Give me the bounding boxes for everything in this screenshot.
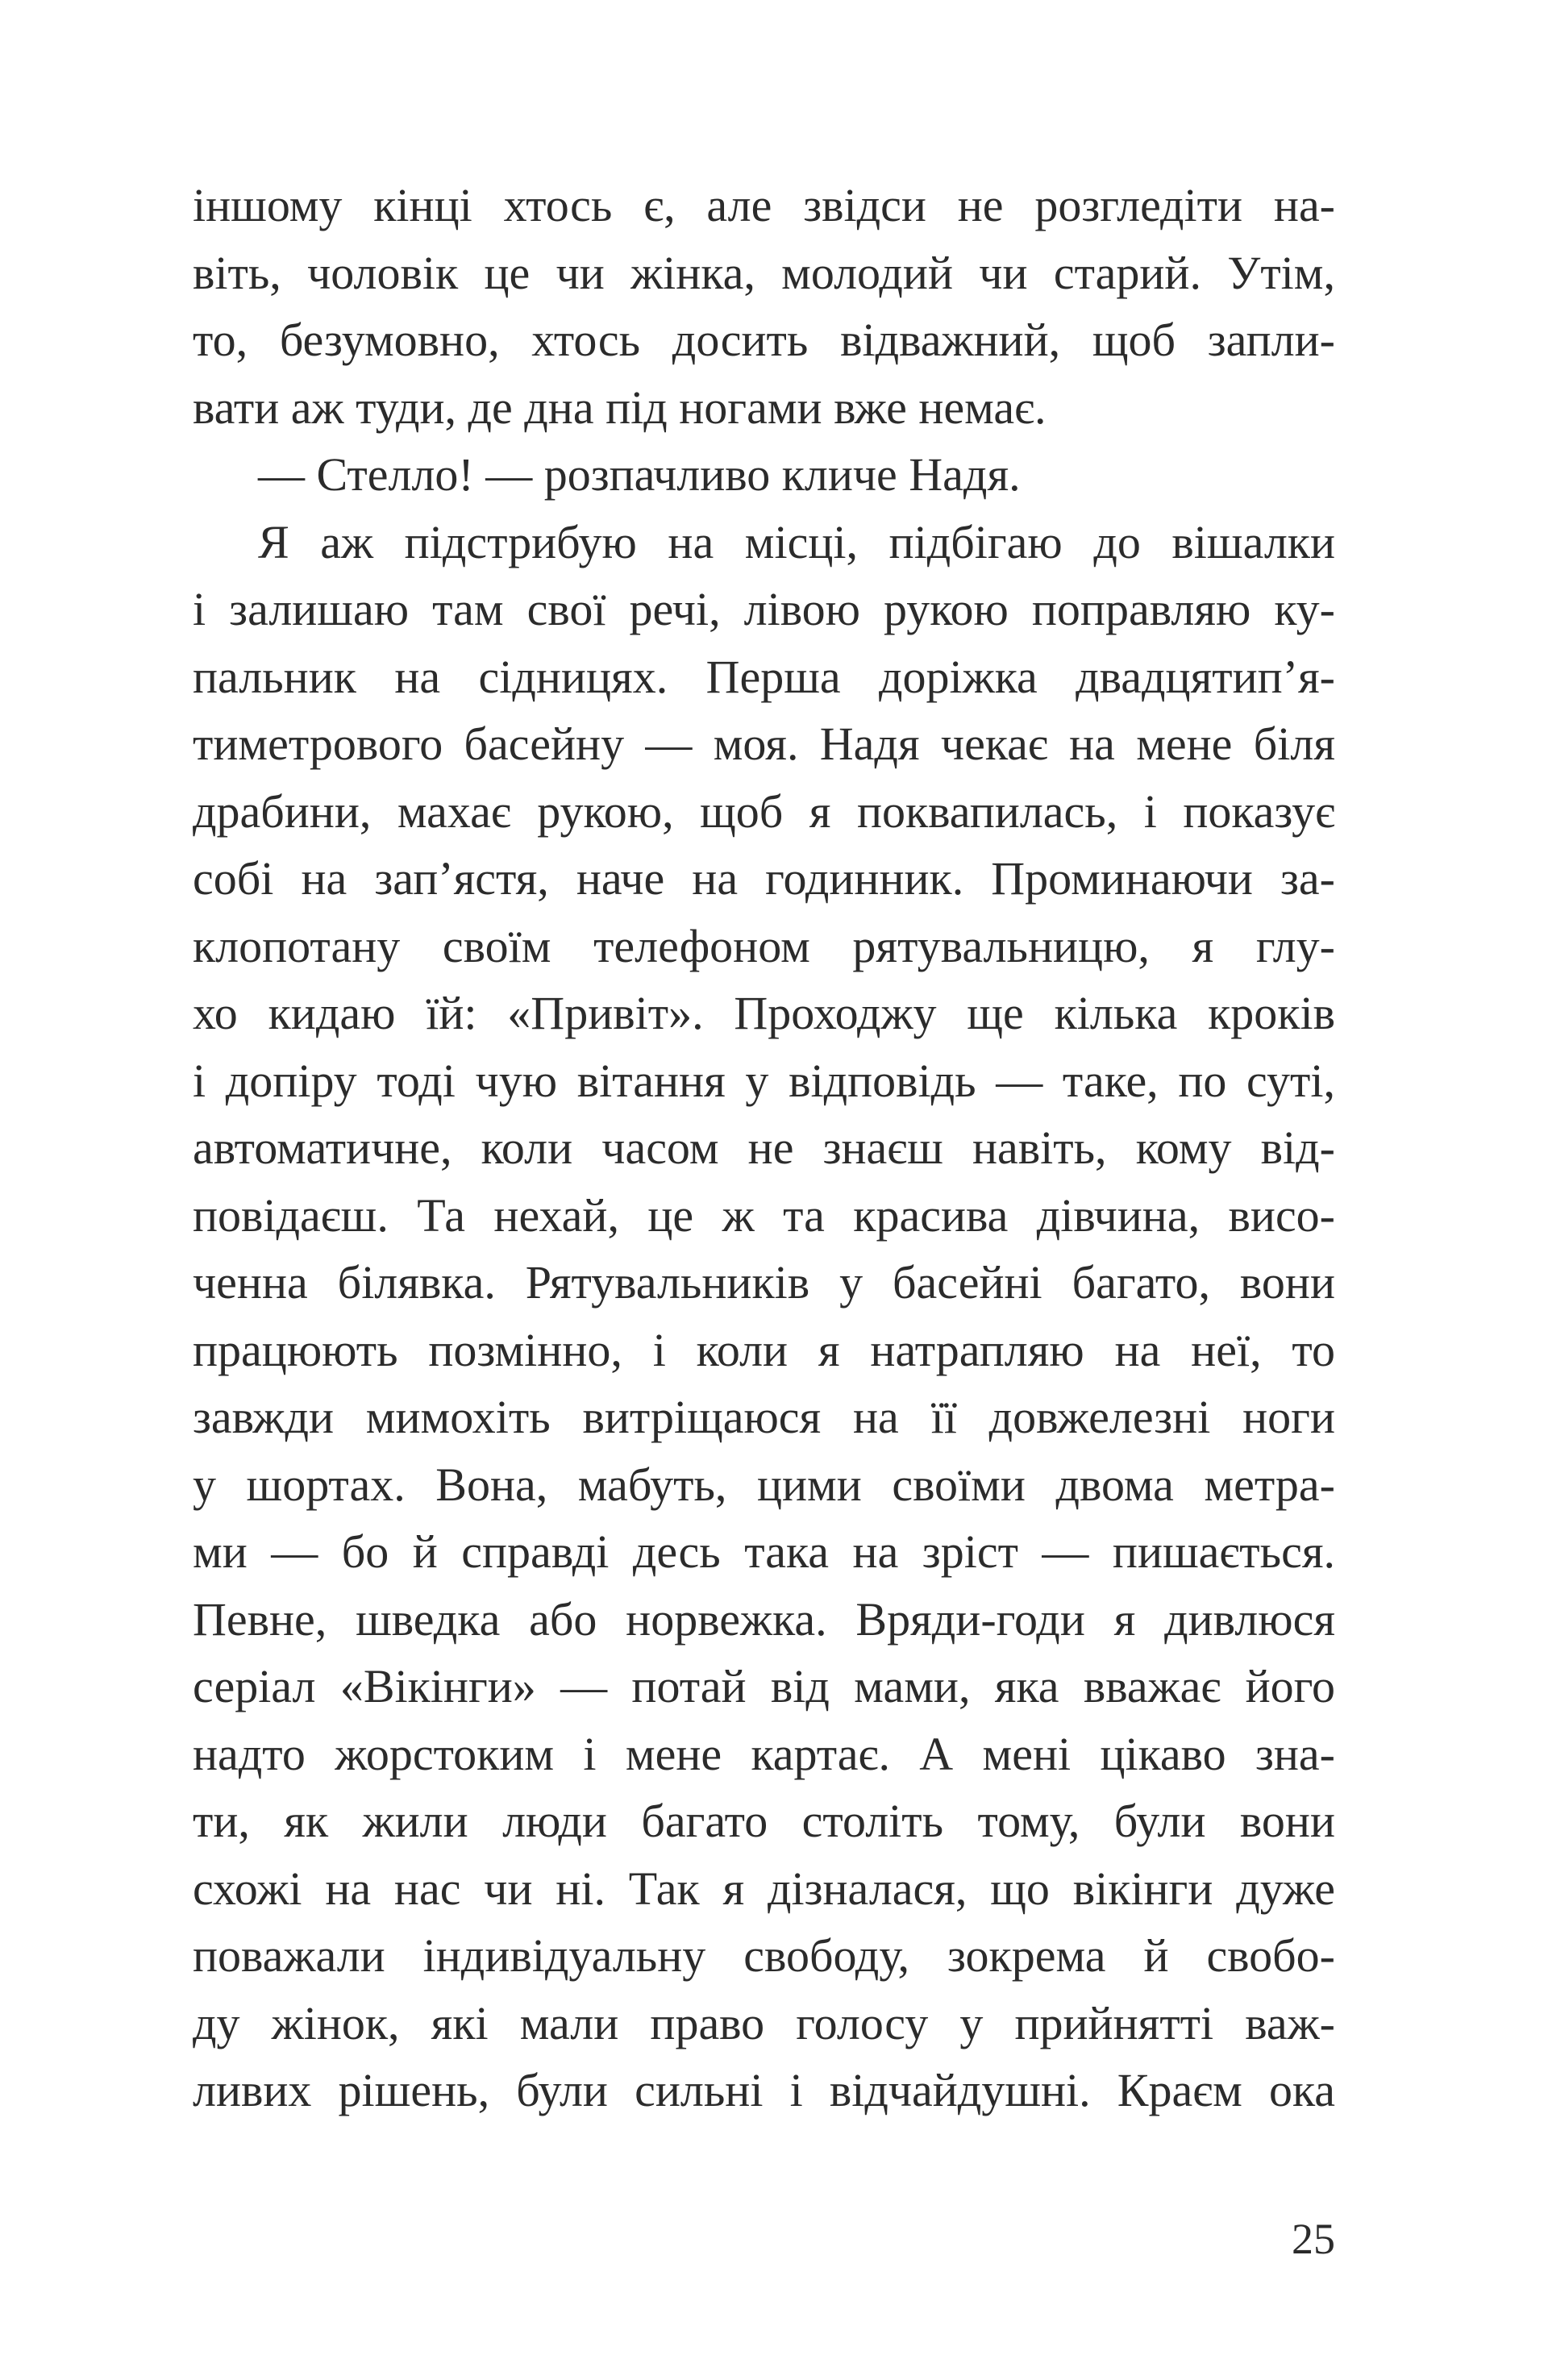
body-text (193, 172, 1335, 2124)
text-line: то, безумовно, хтось досить відважний, щоб запли- (193, 314, 1335, 366)
text-line: і допіру тоді чую вітання у відповідь — таке, по суті, (193, 1054, 1335, 1107)
text-line: — Стелло! — розпачливо кличе Надя. (258, 448, 1021, 501)
text-line: пальник на сідницях. Перша доріжка двадцятип’я- (193, 650, 1335, 703)
text-line: серіал «Вікінги» — потай від мами, яка вважає його (193, 1660, 1335, 1712)
text-line: повідаєш. Та нехай, це ж та красива дівчина, висо- (193, 1188, 1335, 1242)
text-line: поважали індивідуальну свободу, зокрема й свобо- (193, 1929, 1335, 1982)
text-line: собі на зап’ястя, наче на годинник. Проминаючи за- (193, 852, 1335, 905)
text-line: ми — бо й справді десь така на зріст — пишається. (193, 1525, 1335, 1578)
text-line: драбини, махає рукою, щоб я поквапилась, і показує (193, 784, 1335, 838)
text-line: віть, чоловік це чи жінка, молодий чи старий. Утім, (193, 246, 1335, 299)
text-line: тиметрового басейну — моя. Надя чекає на мене біля (193, 718, 1335, 770)
page-number: 25 (1292, 2215, 1335, 2263)
text-line: завжди мимохіть витріщаюся на її довжелезні ноги (193, 1391, 1335, 1443)
text-line: іншому кінці хтось є, але звідси не розгледіти на- (193, 179, 1335, 231)
text-line: ченна білявка. Рятувальників у басейні багато, вони (193, 1256, 1335, 1309)
text-line: і залишаю там свої речі, лівою рукою поправляю ку- (193, 583, 1335, 635)
text-line: хо кидаю їй: «Привіт». Проходжу ще кілька кроків (193, 987, 1335, 1039)
text-line: вати аж туди, де дна під ногами вже немає. (193, 381, 1047, 434)
text-line: клопотану своїм телефоном рятувальницю, я глу- (193, 919, 1335, 972)
text-line: схожі на нас чи ні. Так я дізналася, що вікінги дуже (193, 1862, 1335, 1915)
text-line: Я аж підстрибую на місці, підбігаю до вішалки (258, 515, 1335, 568)
text-line: автоматичне, коли часом не знаєш навіть, кому від- (193, 1121, 1335, 1174)
text-line: надто жорстоким і мене картає. А мені цікаво зна- (193, 1727, 1335, 1780)
text-line: у шортах. Вона, мабуть, цими своїми двома метра- (193, 1458, 1335, 1511)
text-line: ливих рішень, були сильні і відчайдушні. Краєм ока (193, 2064, 1335, 2116)
text-line: працюють позмінно, і коли я натрапляю на неї, то (193, 1323, 1335, 1376)
text-line: ду жінок, які мали право голосу у прийнятті важ- (193, 1996, 1335, 2049)
text-line: ти, як жили люди багато століть тому, були вони (193, 1795, 1335, 1847)
text-line: Певне, шведка або норвежка. Вряди-годи я дивлюся (193, 1592, 1335, 1646)
